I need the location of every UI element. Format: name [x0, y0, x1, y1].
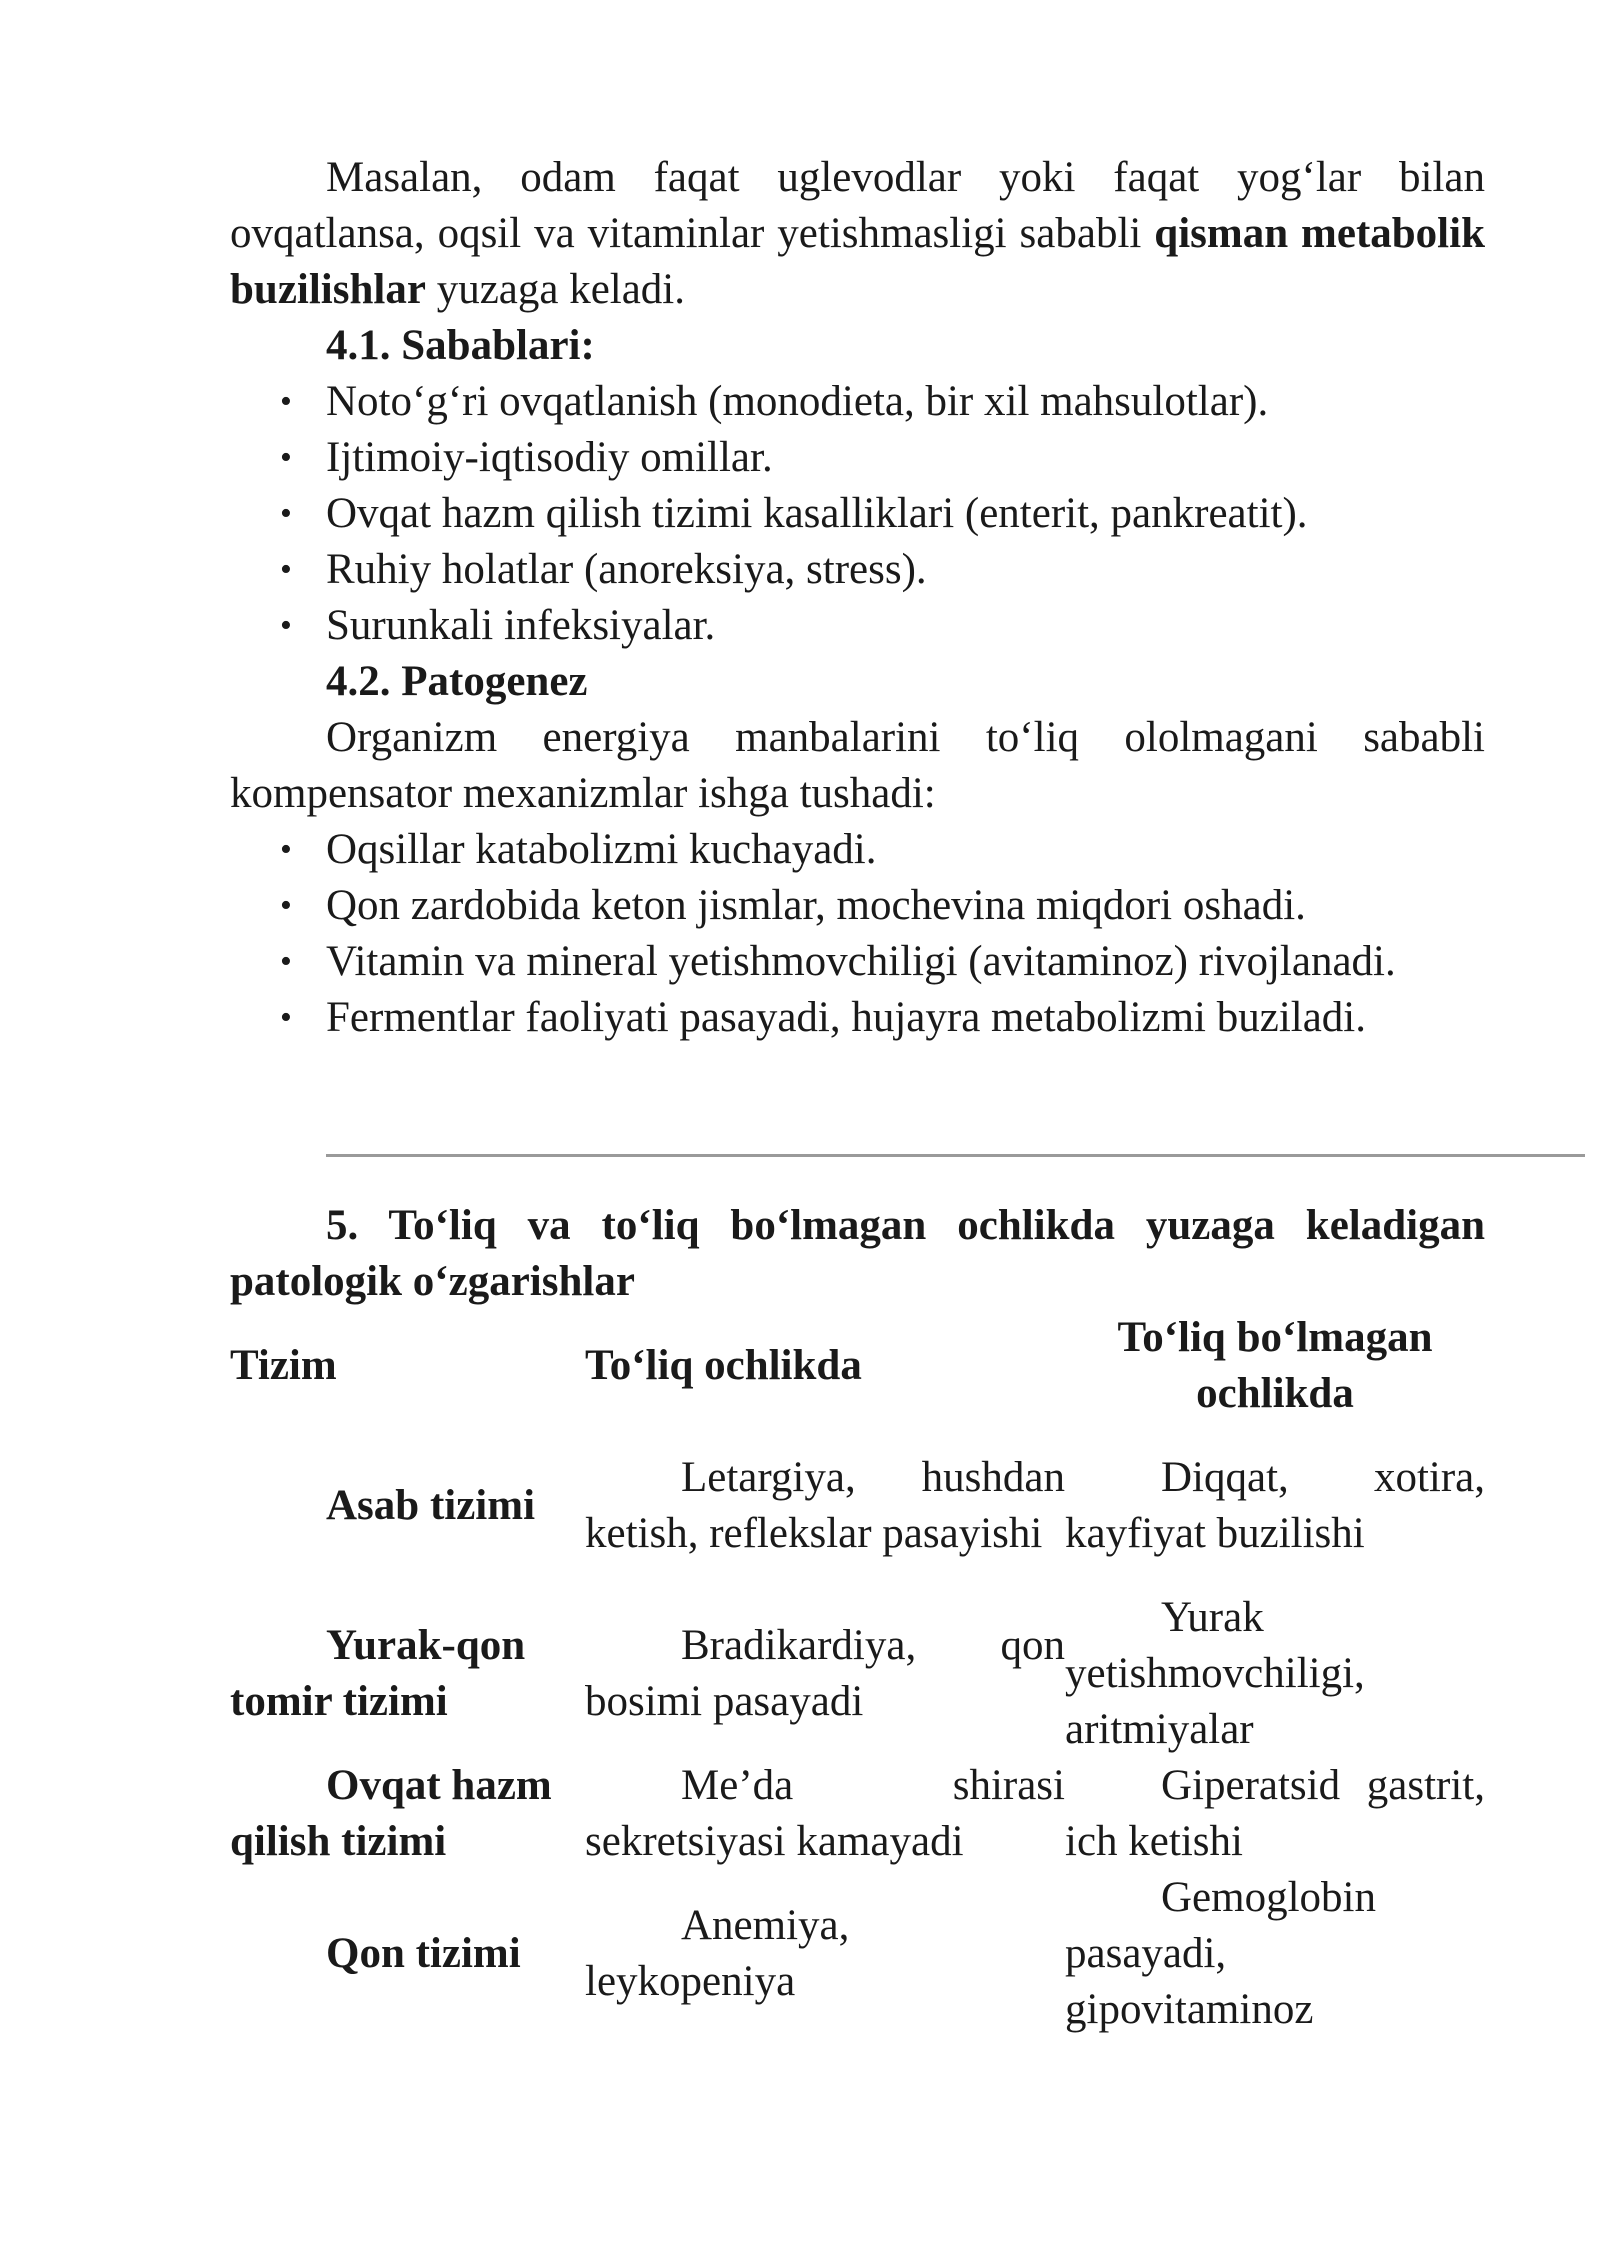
- list-item: [280, 542, 1485, 598]
- row-label: Yurak-qon tomir tizimi: [230, 1622, 526, 1725]
- list-item-text: Ijtimoiy-iqtisodiy omillar.: [326, 434, 773, 481]
- list-item: [280, 374, 1485, 430]
- intro-text: Masalan, odam faqat uglevodlar yoki faqat yog‘lar bilan ovqatlansa, oqsil va vitaminlar yetishmasligi sababli: [230, 154, 1485, 257]
- column-header-system: Tizim: [230, 1342, 337, 1389]
- table-row: [230, 1758, 1485, 1870]
- bullet-icon: •: [280, 383, 292, 420]
- table-cell: Diqqat, xotira, kayfiyat buzilishi: [1065, 1454, 1485, 1557]
- list-item-text: Ovqat hazm qilish tizimi kasalliklari (enterit, pankreatit).: [326, 490, 1308, 537]
- pathology-table: [230, 1310, 1485, 2038]
- list-item: [280, 486, 1485, 542]
- bullet-icon: •: [280, 439, 292, 476]
- section-4-1-heading: 4.1. Sabablari:: [326, 322, 595, 369]
- list-item-text: Qon zardobida keton jismlar, mochevina miqdori oshadi.: [326, 882, 1306, 929]
- bullet-icon: •: [280, 607, 292, 644]
- column-header-full-starvation: To‘liq ochlikda: [585, 1342, 862, 1389]
- section-4-2-heading: 4.2. Patogenez: [326, 658, 588, 705]
- list-item-text: Oqsillar katabolizmi kuchayadi.: [326, 826, 877, 873]
- intro-text-end: yuzaga keladi.: [425, 266, 686, 313]
- row-label: Asab tizimi: [326, 1482, 536, 1529]
- document-page: [230, 150, 1485, 1046]
- horizontal-divider: [326, 1154, 1585, 1157]
- list-item: [280, 822, 1485, 878]
- list-item-text: Surunkali infeksiyalar.: [326, 602, 716, 649]
- bullet-icon: •: [280, 887, 292, 924]
- table-cell: Letargiya, hushdan ketish, reflekslar pasayishi: [585, 1454, 1065, 1557]
- column-header-partial-starvation: To‘liq bo‘lmagan ochlikda: [1117, 1314, 1433, 1417]
- table-row: [230, 1590, 1485, 1758]
- table-row: [230, 1870, 1485, 2038]
- intro-bold-term: qisman metabolik buzilishlar: [230, 210, 1485, 313]
- table-cell: Gemoglobin pasayadi, gipovitaminoz: [1065, 1874, 1376, 2033]
- section-5-heading: 5. To‘liq va to‘liq bo‘lmagan ochlikda yuzaga keladigan patologik o‘zgarishlar: [230, 1202, 1485, 1305]
- pathogenesis-paragraph: Organizm energiya manbalarini to‘liq ololmagani sababli kompensator mexanizmlar ishga tushadi:: [230, 714, 1485, 817]
- list-item: [280, 598, 1485, 654]
- bullet-icon: •: [280, 831, 292, 868]
- row-label: Qon tizimi: [326, 1930, 521, 1977]
- table-header-row: [230, 1310, 1485, 1422]
- table-cell: Anemiya, leykopeniya: [585, 1902, 850, 2005]
- table-cell: Me’da shirasi sekretsiyasi kamayadi: [585, 1762, 1065, 1865]
- table-cell: Yurak yetishmovchiligi, aritmiyalar: [1065, 1594, 1365, 1753]
- list-item: [280, 934, 1485, 990]
- bullet-icon: •: [280, 999, 292, 1036]
- list-item-text: Ruhiy holatlar (anoreksiya, stress).: [326, 546, 927, 593]
- intro-paragraph: [230, 150, 1485, 318]
- list-item-text: Vitamin va mineral yetishmovchiligi (avitaminoz) rivojlanadi.: [326, 938, 1396, 985]
- list-item-text: Noto‘g‘ri ovqatlanish (monodieta, bir xil mahsulotlar).: [326, 378, 1269, 425]
- bullet-icon: •: [280, 943, 292, 980]
- pathogenesis-list: [230, 822, 1485, 1046]
- list-item: [280, 878, 1485, 934]
- table-cell: Bradikardiya, qon bosimi pasayadi: [585, 1622, 1065, 1725]
- table-cell: Giperatsid gastrit, ich ketishi: [1065, 1762, 1485, 1865]
- causes-list: [230, 374, 1485, 654]
- list-item: [280, 430, 1485, 486]
- list-item-text: Fermentlar faoliyati pasayadi, hujayra metabolizmi buziladi.: [326, 994, 1366, 1041]
- table-row: [230, 1422, 1485, 1590]
- bullet-icon: •: [280, 495, 292, 532]
- row-label: Ovqat hazm qilish tizimi: [230, 1762, 552, 1865]
- list-item: [280, 990, 1485, 1046]
- bullet-icon: •: [280, 551, 292, 588]
